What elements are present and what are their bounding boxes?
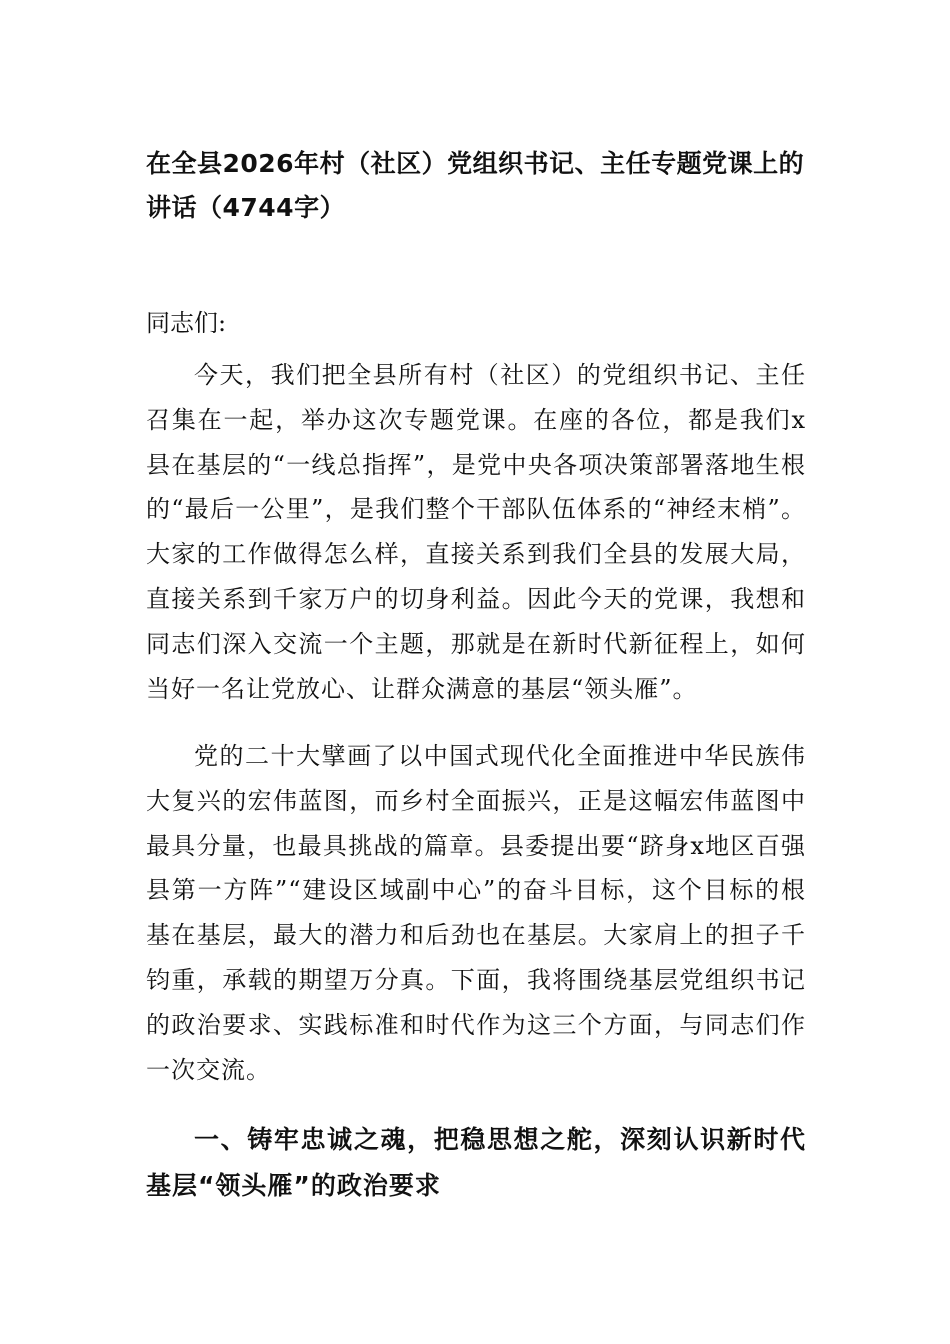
section-heading-1: 一、铸牢忠诚之魂，把稳思想之舵，深刻认识新时代基层“领头雁”的政治要求 bbox=[146, 1125, 806, 1200]
body-paragraph-2: 党的二十大擘画了以中国式现代化全面推进中华民族伟大复兴的宏伟蓝图，而乡村全面振兴，正是这幅宏伟蓝图中最具分量，也最具挑战的篇章。县委提出要“跻身x地区百强县第一方阵”“建设区域副中心”的奋斗目标，这个目标的根基在基层，最大的潜力和后劲也在基层。大家肩上的担子千钧重，承载的期望万分真。下面，我将围绕基层党组织书记的政治要求、实践标准和时代作为这三个方面，与同志们作一次交流。 bbox=[146, 742, 806, 1084]
document-title: 在全县2026年村（社区）党组织书记、主任专题党课上的讲话（4744字） bbox=[146, 149, 805, 222]
body-paragraph-1: 今天，我们把全县所有村（社区）的党组织书记、主任召集在一起，举办这次专题党课。在座的各位，都是我们x县在基层的“一线总指挥”，是党中央各项决策部署落地生根的“最后一公里”，是我们整个干部队伍体系的“神经末梢”。大家的工作做得怎么样，直接关系到我们全县的发展大局，直接关系到千家万户的切身利益。因此今天的党课，我想和同志们深入交流一个主题，那就是在新时代新征程上，如何当好一名让党放心、让群众满意的基层“领头雁”。 bbox=[146, 361, 806, 703]
salutation: 同志们: bbox=[146, 309, 227, 337]
